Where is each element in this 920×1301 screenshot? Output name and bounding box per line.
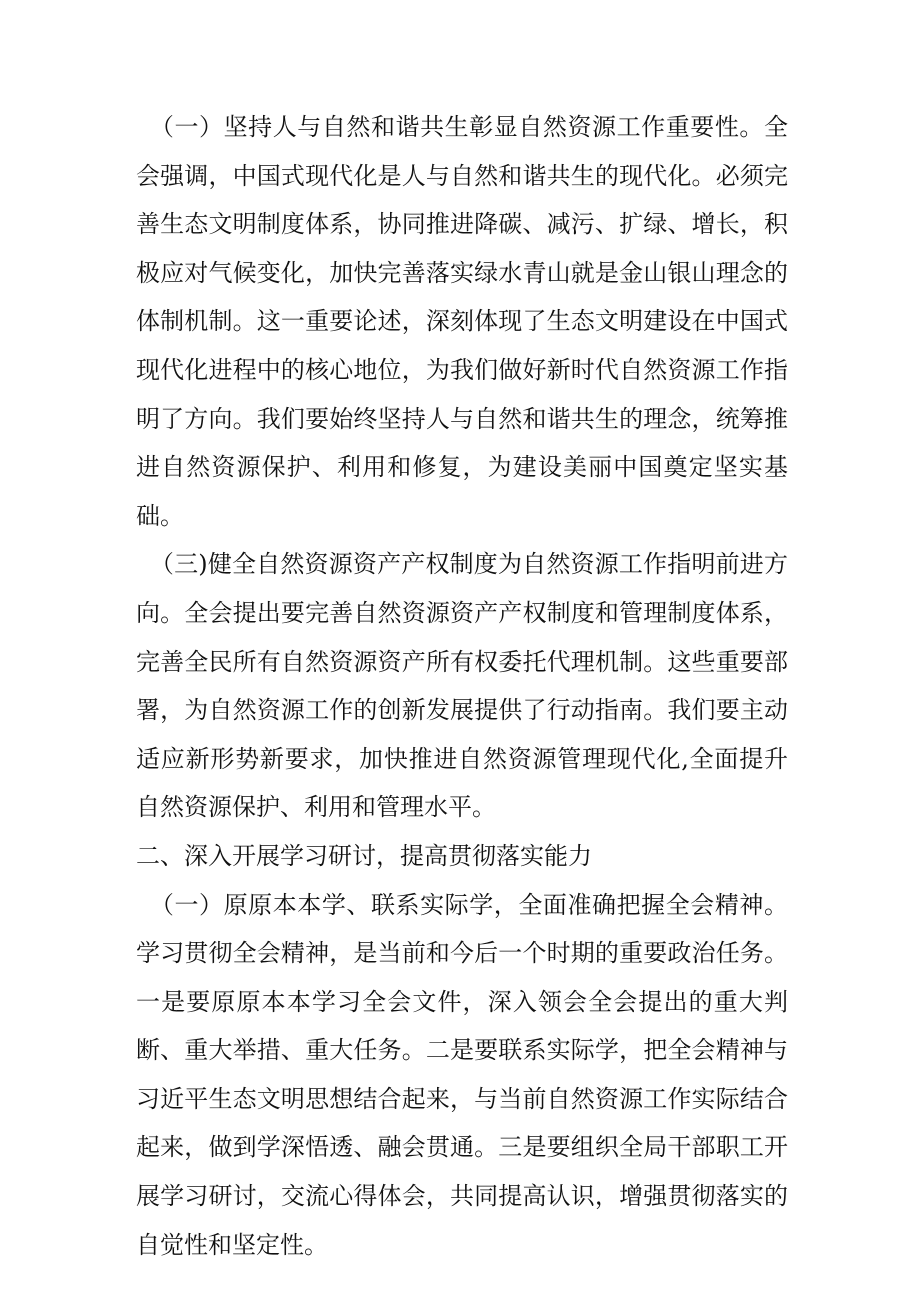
paragraph-section-2-1: （一）原原本本学、联系实际学，全面准确把握全会精神。学习贯彻全会精神，是当前和今后一个时期的重要政治任务。一是要原原本本学习全会文件，深入领会全会提出的重大判断、重大举措、重大任务。二是要联系实际学，把全会精神与习近平生态文明思想结合起来，与当前自然资源工作实际结合起来，做到学深悟透、融会贯通。三是要组织全局干部职工开展学习研讨，交流心得体会，共同提高认识，增强贯彻落实的自觉性和坚定性。 (136, 890, 788, 1259)
paragraph-section-1-1: （一）坚持人与自然和谐共生彰显自然资源工作重要性。全会强调，中国式现代化是人与自然和谐共生的现代化。必须完善生态文明制度体系，协同推进降碳、减污、扩绿、增长，积极应对气候变化，加快完善落实绿水青山就是金山银山理念的体制机制。这一重要论述，深刻体现了生态文明建设在中国式现代化进程中的核心地位，为我们做好新时代自然资源工作指明了方向。我们要始终坚持人与自然和谐共生的理念，统筹推进自然资源保护、利用和修复，为建设美丽中国奠定坚实基础。 (136, 113, 788, 530)
document-body (136, 103, 788, 1269)
paragraph-section-1-3: （三)健全自然资源资产产权制度为自然资源工作指明前进方向。全会提出要完善自然资源资产产权制度和管理制度体系，完善全民所有自然资源资产所有权委托代理机制。这些重要部署，为自然资源工作的创新发展提供了行动指南。我们要主动适应新形势新要求，加快推进自然资源管理现代化,全面提升自然资源保护、利用和管理水平。 (136, 550, 788, 822)
section-heading-2: 二、深入开展学习研讨，提高贯彻落实能力 (136, 841, 592, 870)
